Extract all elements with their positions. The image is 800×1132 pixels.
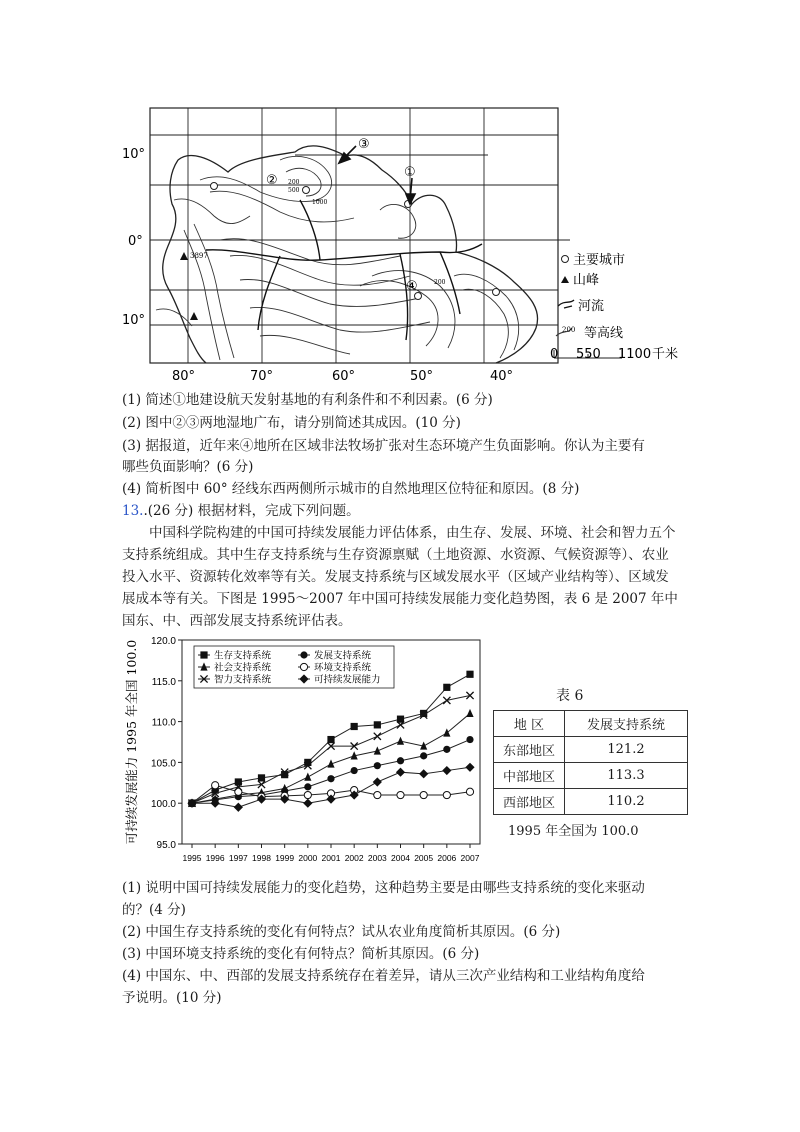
data-point bbox=[327, 775, 334, 782]
data-point bbox=[304, 783, 311, 790]
x-tick-label: 1999 bbox=[275, 853, 295, 863]
x-tick-label: 2004 bbox=[391, 853, 410, 863]
x-tick-label: 1995 bbox=[182, 853, 202, 863]
data-point bbox=[420, 752, 427, 759]
legend-marker bbox=[300, 663, 307, 670]
x-tick-label: 2006 bbox=[437, 853, 457, 863]
data-point bbox=[374, 746, 381, 754]
map-legend bbox=[556, 253, 625, 341]
legend-marker bbox=[200, 651, 207, 658]
x-tick-label: 2007 bbox=[460, 853, 480, 863]
table6-note: 1995 年全国为 100.0 bbox=[508, 824, 639, 839]
x-tick-label: 1996 bbox=[205, 853, 225, 863]
scale-tick: 550 bbox=[576, 347, 601, 362]
chart-svg bbox=[120, 628, 490, 868]
legend-river-label: 河流 bbox=[578, 299, 605, 314]
lon-label: 80° bbox=[172, 369, 196, 384]
q13-sub-1-cont: 的？(4 分) bbox=[122, 902, 186, 918]
x-tick-label: 1997 bbox=[228, 853, 248, 863]
table6-cell: 东部地区 bbox=[494, 737, 565, 763]
data-point bbox=[374, 762, 381, 769]
scale-unit: 千米 bbox=[652, 347, 679, 362]
x-tick-label: 2000 bbox=[298, 853, 318, 863]
question-3-cont: 哪些负面影响？(6 分) bbox=[122, 459, 254, 475]
legend-label: 环境支持系统 bbox=[314, 662, 372, 674]
question-4: (4) 简析图中 60° 经线东西两侧所示城市的自然地理区位特征和原因。(8 分) bbox=[122, 481, 580, 497]
y-tick-label: 95.0 bbox=[156, 840, 176, 851]
legend-contour-value: 200 bbox=[562, 326, 576, 334]
data-point bbox=[466, 736, 473, 743]
table6 bbox=[493, 710, 688, 815]
table6-header: 地 区 bbox=[494, 711, 565, 737]
river-icon bbox=[558, 300, 574, 308]
q13-header bbox=[122, 501, 360, 521]
legend-city-label: 主要城市 bbox=[573, 253, 626, 268]
data-point bbox=[351, 767, 358, 774]
map-svg bbox=[110, 100, 710, 390]
lon-label: 60° bbox=[332, 369, 356, 384]
q13-sub-3: (3) 中国环境支持系统的变化有何特点？简析其原因。(6 分) bbox=[122, 946, 480, 962]
scale-tick: 0 bbox=[550, 347, 559, 362]
data-point bbox=[466, 788, 473, 795]
question-1: (1) 简述①地建设航天发射基地的有利条件和不利因素。(6 分) bbox=[122, 392, 493, 408]
peak-icon bbox=[561, 276, 569, 283]
legend-label: 社会支持系统 bbox=[214, 662, 272, 674]
x-tick-label: 2002 bbox=[344, 853, 364, 863]
q13-sub-1: (1) 说明中国可持续发展能力的变化趋势，这种趋势主要是由哪些支持系统的变化来驱动 bbox=[122, 880, 645, 896]
data-point bbox=[351, 723, 358, 730]
line-chart bbox=[120, 628, 490, 868]
data-point bbox=[419, 769, 428, 778]
lon-label: 70° bbox=[250, 369, 274, 384]
legend-contour-label: 等高线 bbox=[584, 326, 624, 341]
q13-sub-2: (2) 中国生存支持系统的变化有何特点？试从农业角度简析其原因。(6 分) bbox=[122, 924, 561, 940]
y-tick-label: 120.0 bbox=[150, 636, 176, 647]
data-point bbox=[397, 791, 404, 798]
series-line bbox=[192, 695, 470, 803]
data-point bbox=[327, 736, 334, 743]
legend-label: 生存支持系统 bbox=[214, 650, 272, 662]
y-tick-label: 115.0 bbox=[151, 676, 176, 688]
data-point bbox=[443, 791, 450, 798]
y-tick-label: 105.0 bbox=[150, 758, 176, 770]
legend-label: 可持续发展能力 bbox=[314, 674, 381, 686]
data-point bbox=[466, 692, 473, 699]
legend-label: 智力支持系统 bbox=[214, 674, 272, 686]
scale-tick: 1100 bbox=[618, 347, 652, 362]
x-tick-label: 2003 bbox=[367, 853, 387, 863]
contour-label: 200 bbox=[434, 279, 446, 286]
scale-bar bbox=[550, 346, 678, 362]
y-axis-label: 可持续发展能力 1995 年全国 100.0 bbox=[124, 639, 139, 845]
map-figure bbox=[110, 100, 710, 390]
data-point bbox=[443, 697, 450, 704]
table6-cell: 121.2 bbox=[565, 737, 688, 763]
lat-label: 10° bbox=[122, 147, 146, 162]
data-point bbox=[466, 671, 473, 678]
contour-label: 1000 bbox=[312, 199, 328, 206]
table6-cell: 中部地区 bbox=[494, 763, 565, 789]
lon-label: 40° bbox=[490, 369, 514, 384]
data-point bbox=[374, 733, 381, 740]
data-point bbox=[281, 784, 288, 792]
question-3: (3) 据报道，近年来④地所在区域非法牧场扩张对生态环境产生负面影响。你认为主要有 bbox=[122, 438, 645, 454]
data-point bbox=[258, 774, 265, 781]
data-point bbox=[443, 746, 450, 753]
marker-1: ① bbox=[404, 165, 416, 180]
q13-paragraph: 中国科学院构建的中国可持续发展能力评估体系，由生存、发展、环境、社会和智力五个支持系统组成。其中生存支持系统与生存资源禀赋（土地资源、水资源、气候资源等）、农业投入水平、资源转化效率等有关。发展支持系统与区域发展水平（区域产业结构等）、区域发展成本等有关。下图是 1995～2007 年中国可持续发展能力变化趋势图，表 6 是 2007 年中国东、中、西部发展支持系统评估表。 bbox=[122, 525, 678, 629]
contour-label: 500 bbox=[288, 187, 300, 194]
contour-label: 3897 bbox=[190, 252, 208, 260]
table-row bbox=[494, 737, 688, 763]
data-point bbox=[397, 757, 404, 764]
data-point bbox=[442, 766, 451, 775]
data-point bbox=[443, 684, 450, 691]
legend-peak-label: 山峰 bbox=[573, 273, 600, 288]
table6-cell: 113.3 bbox=[565, 763, 688, 789]
lat-label: 10° bbox=[122, 313, 146, 328]
data-point bbox=[443, 728, 450, 736]
y-tick-label: 100.0 bbox=[150, 799, 176, 811]
x-tick-label: 1998 bbox=[252, 853, 271, 863]
data-point bbox=[374, 791, 381, 798]
table6-cell: 西部地区 bbox=[494, 789, 565, 815]
table6-title: 表 6 bbox=[556, 688, 584, 704]
table6-header: 发展支持系统 bbox=[565, 711, 688, 737]
table-row bbox=[494, 763, 688, 789]
q13-number: 13. bbox=[122, 503, 144, 519]
marker-3: ③ bbox=[358, 137, 370, 152]
data-point bbox=[396, 768, 405, 777]
contour-label: 200 bbox=[288, 179, 300, 186]
data-point bbox=[465, 763, 474, 772]
q13-sub-4: (4) 中国东、中、西部的发展支持系统存在着差异，请从三次产业结构和工业结构角度给 bbox=[122, 968, 645, 984]
x-tick-label: 2005 bbox=[414, 853, 434, 863]
data-point bbox=[234, 803, 243, 812]
legend-marker bbox=[300, 651, 307, 658]
legend-label: 发展支持系统 bbox=[314, 650, 372, 662]
data-point bbox=[373, 777, 382, 786]
question-2: (2) 图中②③两地湿地广布，请分别简述其成因。(10 分) bbox=[122, 415, 461, 431]
q13-sub-4-cont: 予说明。(10 分) bbox=[122, 990, 222, 1006]
data-point bbox=[466, 709, 473, 717]
table6-cell: 110.2 bbox=[565, 789, 688, 815]
lat-label: 0° bbox=[128, 234, 143, 249]
lon-label: 50° bbox=[410, 369, 434, 384]
x-tick-label: 2001 bbox=[321, 853, 341, 863]
peak-icon bbox=[180, 252, 188, 260]
q13-header-text: .(26 分) 根据材料，完成下列问题。 bbox=[143, 503, 360, 519]
data-point bbox=[420, 791, 427, 798]
data-point bbox=[303, 799, 312, 808]
data-point bbox=[397, 737, 404, 745]
data-point bbox=[374, 721, 381, 728]
data-point bbox=[304, 772, 311, 780]
data-point bbox=[212, 782, 219, 789]
marker-4: ④ bbox=[406, 279, 418, 294]
peak-icon bbox=[190, 312, 198, 320]
y-tick-label: 110.0 bbox=[151, 717, 176, 729]
data-point bbox=[304, 791, 311, 798]
table-row bbox=[494, 789, 688, 815]
marker-2: ② bbox=[266, 173, 278, 188]
